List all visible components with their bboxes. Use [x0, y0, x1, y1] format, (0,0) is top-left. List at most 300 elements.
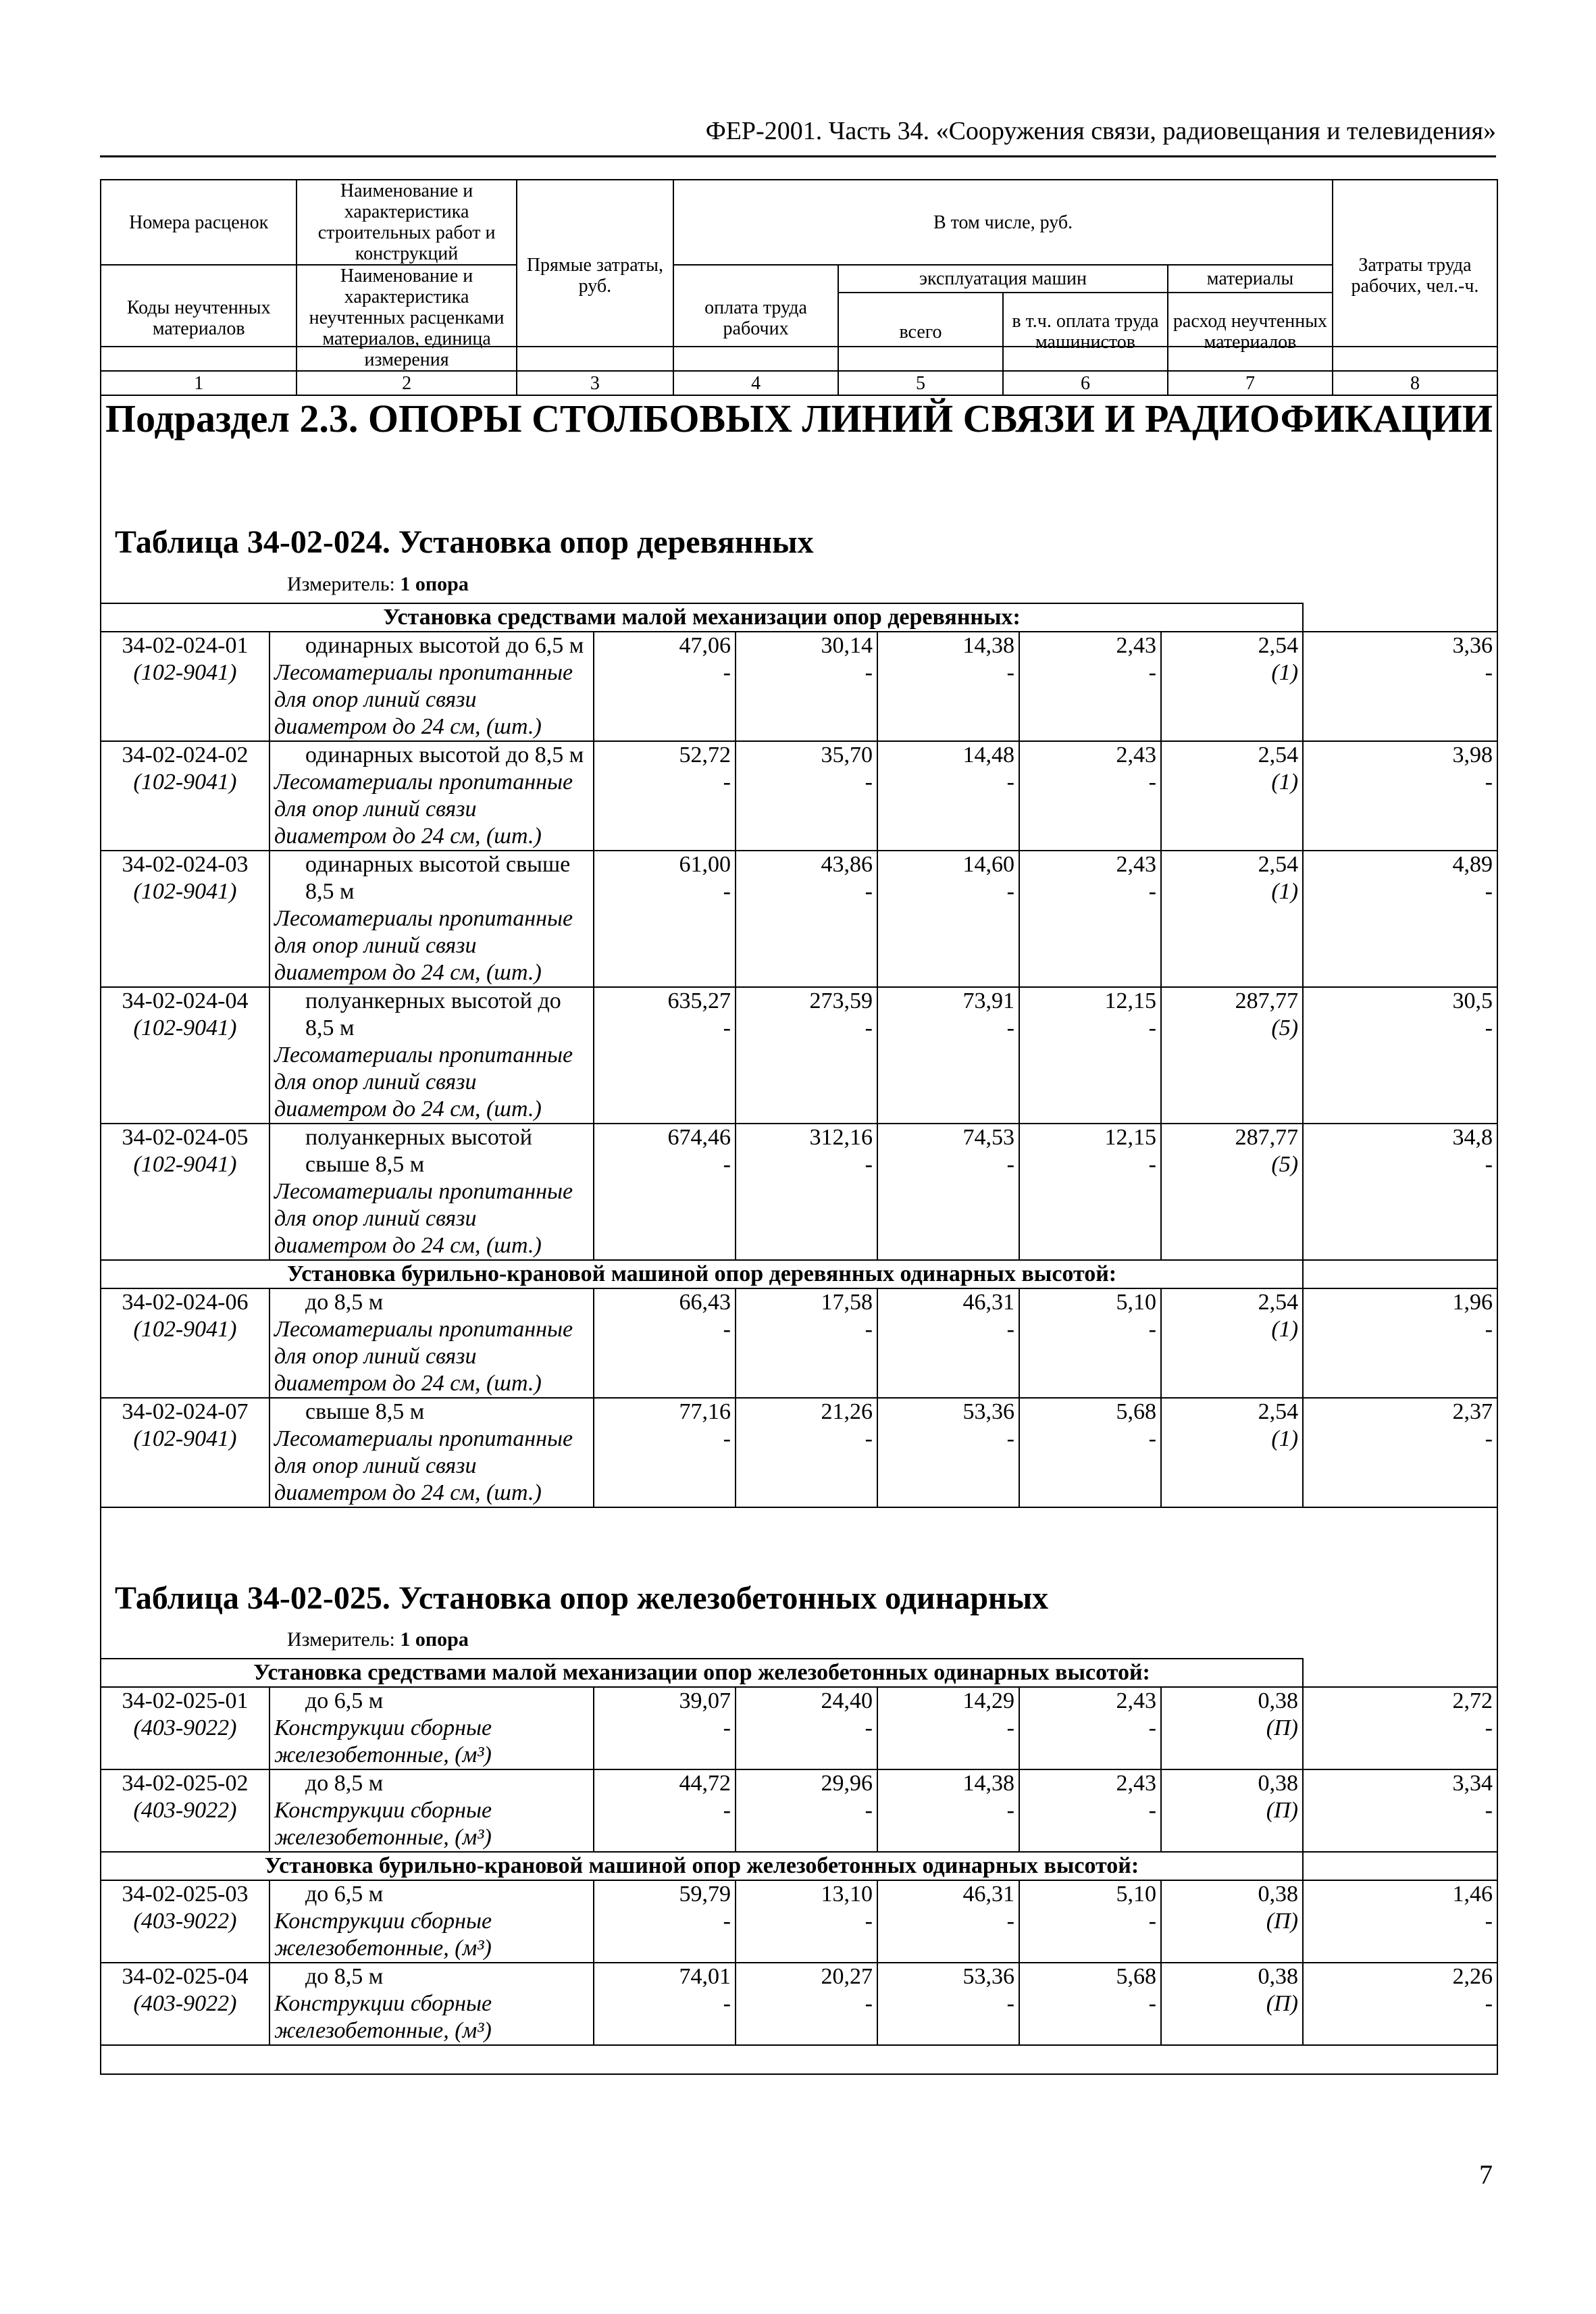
- operators-pay-value: 5,10: [1116, 1882, 1156, 1907]
- dash: -: [1006, 1909, 1014, 1934]
- material-name: Лесоматериалы пропитанные для опор линий связи диаметром до 24 см, (шт.): [274, 1179, 573, 1258]
- material-usage-cell: [1161, 1769, 1303, 1852]
- col-material-codes-header: Коды неучтенных материалов: [101, 265, 297, 371]
- dash: -: [1006, 879, 1014, 904]
- dash: -: [1485, 1991, 1493, 2016]
- rate-number: 34-02-025-01: [122, 1688, 249, 1713]
- material-usage-value: 2,54: [1258, 743, 1299, 768]
- measure-label: Измеритель:: [287, 573, 395, 595]
- material-quantity: (П): [1266, 1798, 1298, 1823]
- material-name: Конструкции сборные железобетонные, (м³): [274, 1991, 492, 2043]
- work-name: одинарных высотой до 6,5 м: [305, 633, 584, 658]
- including-header: В том числе, руб.: [673, 180, 1333, 265]
- table-row: [101, 1124, 1497, 1260]
- name-cell: [269, 1963, 594, 2045]
- direct-costs-value: 44,72: [679, 1771, 731, 1796]
- direct-costs-cell: [594, 1963, 736, 2045]
- rate-number: 34-02-024-03: [122, 852, 249, 877]
- dash: -: [1148, 660, 1156, 685]
- machines-total-cell: [877, 987, 1019, 1124]
- worker-pay-value: 20,27: [821, 1964, 873, 1989]
- labor-costs-value: 3,98: [1452, 743, 1493, 768]
- material-usage-value: 0,38: [1258, 1771, 1298, 1796]
- operators-pay-cell: [1019, 1769, 1161, 1852]
- material-usage-cell: [1161, 632, 1303, 741]
- col-number: 1: [101, 371, 297, 395]
- dash: -: [723, 1991, 731, 2016]
- material-code: (403-9022): [133, 1909, 237, 1934]
- operators-pay-cell: [1019, 987, 1161, 1124]
- material-code: (102-9041): [133, 1015, 237, 1040]
- dash: -: [865, 1991, 873, 2016]
- material-usage-cell: [1161, 851, 1303, 987]
- dash: -: [1006, 1991, 1014, 2016]
- rate-cell: [101, 1398, 269, 1507]
- direct-costs-cell: [594, 1769, 736, 1852]
- rate-number: 34-02-025-03: [122, 1882, 249, 1907]
- material-quantity: (5): [1271, 1015, 1299, 1040]
- machines-total-value: 14,60: [962, 852, 1014, 877]
- machines-total-value: 14,38: [962, 633, 1014, 658]
- labor-costs-cell: [1303, 632, 1497, 741]
- material-quantity: (П): [1266, 1991, 1298, 2016]
- table-row: [101, 1687, 1497, 1769]
- col-number: 4: [673, 371, 838, 395]
- dash: -: [1148, 1015, 1156, 1040]
- operators-pay-cell: [1019, 1963, 1161, 2045]
- machines-total-value: 53,36: [962, 1399, 1014, 1424]
- dash: -: [1485, 879, 1493, 904]
- dash: -: [865, 879, 873, 904]
- machines-total-value: 14,29: [962, 1688, 1014, 1713]
- table-24: [100, 603, 1498, 1508]
- table-row: [101, 632, 1497, 741]
- machines-total-cell: [877, 1687, 1019, 1769]
- worker-pay-value: 43,86: [821, 852, 873, 877]
- table-row: [101, 851, 1497, 987]
- name-cell: [269, 632, 594, 741]
- group-row: [101, 1659, 1497, 1687]
- dash: -: [1148, 1715, 1156, 1740]
- col-material-usage-header: расход неучтенных материалов: [1168, 293, 1333, 371]
- operators-pay-value: 2,43: [1116, 633, 1156, 658]
- material-code: (403-9022): [133, 1798, 237, 1823]
- labor-costs-value: 3,36: [1452, 633, 1493, 658]
- worker-pay-cell: [736, 1398, 877, 1507]
- dash: -: [1485, 1715, 1493, 1740]
- name-cell: [269, 1124, 594, 1260]
- dash: -: [865, 1426, 873, 1451]
- worker-pay-cell: [736, 1124, 877, 1260]
- direct-costs-value: 635,27: [667, 988, 731, 1013]
- work-name: до 8,5 м: [305, 1290, 384, 1315]
- machine-operation-header: эксплуатация машин: [838, 265, 1168, 293]
- dash: -: [865, 660, 873, 685]
- material-quantity: (1): [1271, 1426, 1299, 1451]
- dash: -: [1006, 770, 1014, 795]
- operators-pay-value: 2,43: [1116, 743, 1156, 768]
- direct-costs-cell: [594, 1880, 736, 1963]
- material-usage-cell: [1161, 1687, 1303, 1769]
- dash: -: [1148, 1152, 1156, 1177]
- running-header: ФЕР-2001. Часть 34. «Сооружения связи, радиовещания и телевидения»: [100, 116, 1496, 157]
- dash: -: [1148, 1798, 1156, 1823]
- subsection-title: Подраздел 2.3. ОПОРЫ СТОЛБОВЫХ ЛИНИЙ СВЯЗИ И РАДИОФИКАЦИИ: [105, 397, 1493, 441]
- material-code: (102-9041): [133, 770, 237, 795]
- material-usage-value: 2,54: [1258, 1399, 1299, 1424]
- rate-number: 34-02-024-05: [122, 1125, 249, 1150]
- dash: -: [1485, 1426, 1493, 1451]
- dash: -: [1485, 1798, 1493, 1823]
- direct-costs-value: 52,72: [679, 743, 731, 768]
- table-25: [100, 1658, 1498, 2046]
- table-row: [101, 1769, 1497, 1852]
- dash: -: [1485, 1909, 1493, 1934]
- material-usage-cell: [1161, 1288, 1303, 1398]
- rate-cell: [101, 632, 269, 741]
- col-worker-pay-header: оплата труда рабочих: [673, 265, 838, 371]
- material-code: (102-9041): [133, 1317, 237, 1342]
- material-usage-value: 287,77: [1235, 1125, 1299, 1150]
- group-title: Установка бурильно-крановой машиной опор деревянных одинарных высотой:: [101, 1260, 1303, 1288]
- table-row: [101, 1880, 1497, 1963]
- materials-header: материалы: [1168, 265, 1333, 293]
- dash: -: [1148, 1426, 1156, 1451]
- labor-costs-cell: [1303, 741, 1497, 851]
- table-25-title: Таблица 34-02-025. Установка опор железобетонных одинарных: [115, 1580, 1049, 1616]
- dash: -: [723, 770, 731, 795]
- dash: -: [1006, 1715, 1014, 1740]
- material-name: Лесоматериалы пропитанные для опор линий связи диаметром до 24 см, (шт.): [274, 1042, 573, 1122]
- work-name: одинарных высотой свыше 8,5 м: [305, 852, 571, 904]
- col-labor-costs-header: Затраты труда рабочих, чел.-ч.: [1333, 180, 1497, 371]
- work-name: до 8,5 м: [305, 1964, 384, 1989]
- rate-cell: [101, 741, 269, 851]
- worker-pay-value: 29,96: [821, 1771, 873, 1796]
- dash: -: [1006, 1015, 1014, 1040]
- labor-costs-value: 1,96: [1452, 1290, 1493, 1315]
- dash: -: [723, 879, 731, 904]
- machines-total-value: 53,36: [962, 1964, 1014, 1989]
- material-code: (102-9041): [133, 1152, 237, 1177]
- material-usage-value: 2,54: [1258, 633, 1299, 658]
- worker-pay-cell: [736, 1769, 877, 1852]
- operators-pay-value: 12,15: [1104, 1125, 1156, 1150]
- direct-costs-cell: [594, 1124, 736, 1260]
- material-usage-cell: [1161, 987, 1303, 1124]
- worker-pay-cell: [736, 1880, 877, 1963]
- worker-pay-cell: [736, 1687, 877, 1769]
- work-name: полуанкерных высотой до 8,5 м: [305, 988, 561, 1040]
- worker-pay-cell: [736, 632, 877, 741]
- labor-costs-cell: [1303, 1687, 1497, 1769]
- worker-pay-cell: [736, 851, 877, 987]
- labor-costs-cell: [1303, 987, 1497, 1124]
- machines-total-cell: [877, 1124, 1019, 1260]
- operators-pay-value: 2,43: [1116, 1688, 1156, 1713]
- labor-costs-value: 2,72: [1452, 1688, 1493, 1713]
- machines-total-cell: [877, 1880, 1019, 1963]
- dash: -: [1148, 1991, 1156, 2016]
- rate-number: 34-02-025-04: [122, 1964, 249, 1989]
- material-code: (102-9041): [133, 660, 237, 685]
- labor-costs-value: 2,26: [1452, 1964, 1493, 1989]
- operators-pay-cell: [1019, 851, 1161, 987]
- name-cell: [269, 1398, 594, 1507]
- col-number: 6: [1003, 371, 1168, 395]
- material-quantity: (1): [1271, 879, 1299, 904]
- worker-pay-cell: [736, 1288, 877, 1398]
- table-row: [101, 741, 1497, 851]
- worker-pay-value: 312,16: [809, 1125, 873, 1150]
- operators-pay-cell: [1019, 1124, 1161, 1260]
- operators-pay-cell: [1019, 741, 1161, 851]
- worker-pay-value: 24,40: [821, 1688, 873, 1713]
- direct-costs-value: 74,01: [679, 1964, 731, 1989]
- machines-total-cell: [877, 741, 1019, 851]
- rate-number: 34-02-024-01: [122, 633, 249, 658]
- col-number: 7: [1168, 371, 1333, 395]
- operators-pay-value: 5,10: [1116, 1290, 1156, 1315]
- material-usage-cell: [1161, 1124, 1303, 1260]
- worker-pay-value: 13,10: [821, 1882, 873, 1907]
- worker-pay-value: 273,59: [809, 988, 873, 1013]
- material-name: Лесоматериалы пропитанные для опор линий связи диаметром до 24 см, (шт.): [274, 1317, 573, 1396]
- machines-total-value: 46,31: [962, 1290, 1014, 1315]
- work-name: свыше 8,5 м: [305, 1399, 425, 1424]
- direct-costs-value: 39,07: [679, 1688, 731, 1713]
- material-quantity: (1): [1271, 770, 1299, 795]
- direct-costs-value: 61,00: [679, 852, 731, 877]
- operators-pay-value: 2,43: [1116, 1771, 1156, 1796]
- direct-costs-cell: [594, 1288, 736, 1398]
- material-code: (403-9022): [133, 1715, 237, 1740]
- material-quantity: (1): [1271, 660, 1299, 685]
- dash: -: [1485, 1317, 1493, 1342]
- name-cell: [269, 851, 594, 987]
- col-number: 8: [1333, 371, 1497, 395]
- table-row: [101, 1963, 1497, 2045]
- machines-total-cell: [877, 1963, 1019, 2045]
- labor-costs-value: 3,34: [1452, 1771, 1493, 1796]
- operators-pay-cell: [1019, 1687, 1161, 1769]
- material-usage-cell: [1161, 1880, 1303, 1963]
- dash: -: [723, 1426, 731, 1451]
- name-cell: [269, 987, 594, 1124]
- col-number: 5: [838, 371, 1003, 395]
- machines-total-value: 46,31: [962, 1882, 1014, 1907]
- name-cell: [269, 1880, 594, 1963]
- dash: -: [1148, 879, 1156, 904]
- rate-cell: [101, 1880, 269, 1963]
- material-quantity: (5): [1271, 1152, 1299, 1177]
- operators-pay-cell: [1019, 1880, 1161, 1963]
- material-usage-cell: [1161, 1963, 1303, 2045]
- table-row: [101, 987, 1497, 1124]
- rate-cell: [101, 1687, 269, 1769]
- dash: -: [723, 1015, 731, 1040]
- rate-cell: [101, 987, 269, 1124]
- material-quantity: (1): [1271, 1317, 1299, 1342]
- worker-pay-cell: [736, 1963, 877, 2045]
- dash: -: [865, 1317, 873, 1342]
- direct-costs-value: 47,06: [679, 633, 731, 658]
- dash: -: [1006, 1152, 1014, 1177]
- direct-costs-cell: [594, 851, 736, 987]
- operators-pay-cell: [1019, 1398, 1161, 1507]
- rate-number: 34-02-024-06: [122, 1290, 249, 1315]
- direct-costs-cell: [594, 1398, 736, 1507]
- rate-number: 34-02-024-07: [122, 1399, 249, 1424]
- operators-pay-cell: [1019, 632, 1161, 741]
- direct-costs-value: 59,79: [679, 1882, 731, 1907]
- name-cell: [269, 1288, 594, 1398]
- material-code: (403-9022): [133, 1991, 237, 2016]
- work-name: до 6,5 м: [305, 1688, 384, 1713]
- worker-pay-cell: [736, 741, 877, 851]
- col-direct-costs-header: Прямые затраты, руб.: [517, 180, 673, 371]
- col-operators-pay-header: в т.ч. оплата труда машинистов: [1003, 293, 1168, 371]
- dash: -: [1148, 1909, 1156, 1934]
- material-name: Конструкции сборные железобетонные, (м³): [274, 1715, 492, 1767]
- col-number: 3: [517, 371, 673, 395]
- dash: -: [1485, 1152, 1493, 1177]
- operators-pay-cell: [1019, 1288, 1161, 1398]
- dash: -: [723, 1909, 731, 1934]
- dash: -: [723, 1152, 731, 1177]
- dash: -: [1148, 770, 1156, 795]
- labor-costs-cell: [1303, 1288, 1497, 1398]
- material-usage-cell: [1161, 1398, 1303, 1507]
- measure-value: 1 опора: [400, 1628, 469, 1651]
- direct-costs-cell: [594, 741, 736, 851]
- direct-costs-value: 66,43: [679, 1290, 731, 1315]
- dash: -: [865, 1909, 873, 1934]
- direct-costs-value: 77,16: [679, 1399, 731, 1424]
- material-usage-value: 2,54: [1258, 852, 1299, 877]
- machines-total-cell: [877, 1398, 1019, 1507]
- labor-costs-value: 4,89: [1452, 852, 1493, 877]
- dash: -: [1006, 1317, 1014, 1342]
- group-row: [101, 603, 1497, 632]
- operators-pay-value: 12,15: [1104, 988, 1156, 1013]
- dash: -: [1485, 660, 1493, 685]
- work-name: до 8,5 м: [305, 1771, 384, 1796]
- rate-cell: [101, 1124, 269, 1260]
- machines-total-value: 14,38: [962, 1771, 1014, 1796]
- rate-number: 34-02-024-04: [122, 988, 249, 1013]
- dash: -: [723, 660, 731, 685]
- col-work-name-header: Наименование и характеристика строительных работ и конструкций: [297, 180, 516, 265]
- labor-costs-cell: [1303, 851, 1497, 987]
- work-name: до 6,5 м: [305, 1882, 384, 1907]
- worker-pay-value: 30,14: [821, 633, 873, 658]
- dash: -: [865, 1015, 873, 1040]
- work-name: одинарных высотой до 8,5 м: [305, 743, 584, 768]
- direct-costs-value: 674,46: [667, 1125, 731, 1150]
- labor-costs-cell: [1303, 1769, 1497, 1852]
- col-machines-total-header: всего: [838, 293, 1003, 371]
- dash: -: [1485, 1015, 1493, 1040]
- material-quantity: (П): [1266, 1715, 1298, 1740]
- dash: -: [1006, 1426, 1014, 1451]
- table-24-title: Таблица 34-02-024. Установка опор деревянных: [115, 524, 814, 560]
- worker-pay-value: 21,26: [821, 1399, 873, 1424]
- dash: -: [723, 1317, 731, 1342]
- material-quantity: (П): [1266, 1909, 1298, 1934]
- material-name: Конструкции сборные железобетонные, (м³): [274, 1798, 492, 1850]
- direct-costs-cell: [594, 1687, 736, 1769]
- group-title: Установка бурильно-крановой машиной опор железобетонных одинарных высотой:: [101, 1852, 1303, 1880]
- machines-total-cell: [877, 851, 1019, 987]
- operators-pay-value: 2,43: [1116, 852, 1156, 877]
- name-cell: [269, 1769, 594, 1852]
- rate-cell: [101, 1769, 269, 1852]
- rate-cell: [101, 1963, 269, 2045]
- material-usage-value: 0,38: [1258, 1882, 1298, 1907]
- machines-total-value: 14,48: [962, 743, 1014, 768]
- group-title: Установка средствами малой механизации опор деревянных:: [101, 603, 1303, 632]
- labor-costs-cell: [1303, 1398, 1497, 1507]
- group-row: [101, 1260, 1497, 1288]
- dash: -: [865, 770, 873, 795]
- rate-number: 34-02-024-02: [122, 743, 249, 768]
- labor-costs-cell: [1303, 1124, 1497, 1260]
- measure-label: Измеритель:: [287, 1628, 395, 1651]
- material-name: Конструкции сборные железобетонные, (м³): [274, 1909, 492, 1961]
- col-rate-number-header: Номера расценок: [101, 180, 297, 265]
- page-number: 7: [1479, 2159, 1493, 2190]
- measure-value: 1 опора: [400, 573, 469, 595]
- direct-costs-cell: [594, 987, 736, 1124]
- dash: -: [865, 1152, 873, 1177]
- work-name: полуанкерных высотой свыше 8,5 м: [305, 1125, 532, 1177]
- table-25-measure: [287, 1628, 469, 1651]
- material-usage-value: 287,77: [1235, 988, 1299, 1013]
- labor-costs-value: 2,37: [1452, 1399, 1493, 1424]
- col-material-name-header: Наименование и характеристика неучтенных расценками материалов, единица измерения: [297, 265, 516, 371]
- machines-total-cell: [877, 632, 1019, 741]
- name-cell: [269, 1687, 594, 1769]
- dash: -: [1485, 770, 1493, 795]
- rate-cell: [101, 1288, 269, 1398]
- dash: -: [723, 1798, 731, 1823]
- machines-total-cell: [877, 1769, 1019, 1852]
- material-usage-value: 0,38: [1258, 1964, 1298, 1989]
- labor-costs-value: 1,46: [1452, 1882, 1493, 1907]
- material-usage-value: 2,54: [1258, 1290, 1299, 1315]
- name-cell: [269, 741, 594, 851]
- material-name: Лесоматериалы пропитанные для опор линий связи диаметром до 24 см, (шт.): [274, 660, 573, 739]
- material-code: (102-9041): [133, 1426, 237, 1451]
- machines-total-value: 73,91: [962, 988, 1014, 1013]
- table-row: [101, 1398, 1497, 1507]
- worker-pay-value: 17,58: [821, 1290, 873, 1315]
- material-code: (102-9041): [133, 879, 237, 904]
- labor-costs-value: 34,8: [1452, 1125, 1493, 1150]
- table-row: [101, 1288, 1497, 1398]
- group-title: Установка средствами малой механизации опор железобетонных одинарных высотой:: [101, 1659, 1303, 1687]
- material-usage-value: 0,38: [1258, 1688, 1298, 1713]
- col-number: 2: [297, 371, 516, 395]
- group-row: [101, 1852, 1497, 1880]
- rate-cell: [101, 851, 269, 987]
- worker-pay-value: 35,70: [821, 743, 873, 768]
- operators-pay-value: 5,68: [1116, 1964, 1156, 1989]
- labor-costs-value: 30,5: [1452, 988, 1493, 1013]
- material-name: Лесоматериалы пропитанные для опор линий связи диаметром до 24 см, (шт.): [274, 1426, 573, 1505]
- material-name: Лесоматериалы пропитанные для опор линий связи диаметром до 24 см, (шт.): [274, 770, 573, 849]
